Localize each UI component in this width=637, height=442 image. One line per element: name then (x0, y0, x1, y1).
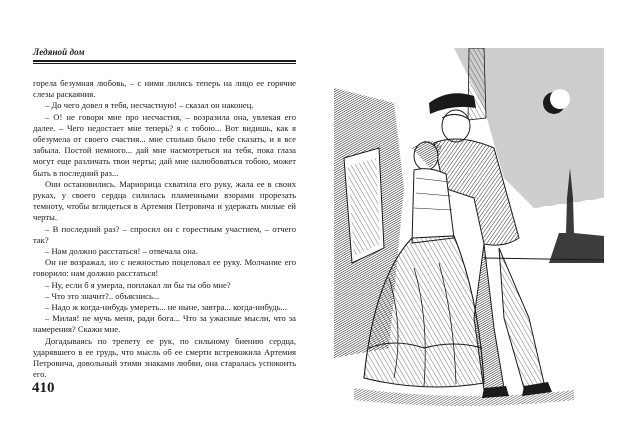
paragraph: – О! не говори мне про несчастия, – возразила она, увлекая его далее. – Чего недостает мне теперь? я с тобою... Вот видишь, как я обезумела от своего счастия... мне столько было тебе сказать, и я все забыла. Постой немного... дай мне насмотреться на тебя, пока глаза могут еще различать твои черты; дай мне налюбоваться тобою, может быть в последний раз... (33, 111, 296, 178)
paragraph: Догадываясь по трепету ее рук, по сильному биению сердца, ударявшего в ее грудь, что мысль об ее смерти встревожила Артемия Петровича, довольный этими знаками любви, она старалась успокоить его. (33, 335, 296, 380)
paragraph: – Ну, если б я умерла, поплакал ли бы ты обо мне? (45, 279, 231, 290)
header-rule-thick (33, 60, 296, 62)
engraving-illustration (334, 48, 604, 412)
left-page (0, 0, 318, 442)
page-number: 410 (32, 380, 55, 396)
body-text (33, 78, 296, 380)
paragraph: горела безумная любовь, – с ними лились теперь на лицо ее горячие слезы раскаяния. (33, 78, 296, 100)
paragraph: Он не возражал, но с нежностью поцеловал ее руку. Молчание его говорило: нам должно расстаться! (33, 257, 296, 279)
paragraph: – До чего довел я тебя, несчастную! – сказал он наконец. (45, 100, 254, 111)
paragraph: – В последний раз? – спросил он с горестным участием, – отчего так? (33, 223, 296, 245)
paragraph: – Нам должно расстаться! – отвечала она. (45, 246, 198, 257)
header-rule-thin (33, 63, 296, 64)
column (468, 48, 486, 120)
running-head: Ледяной дом (33, 47, 85, 57)
paragraph: – Надо ж когда-нибудь умереть... не ныне, завтра... когда-нибудь... (45, 302, 287, 313)
paragraph: – Милая! не мучь меня, ради бога... Что за ужасные мысли, что за намерения? Скажи мне. (33, 313, 296, 335)
paragraph: – Что это значит?.. объяснись... (45, 290, 160, 301)
paragraph: Они остановились. Мариорица схватила его руку, жала ее в своих руках, у своего сердца силилась пламенными взорами прорезать темноту, чтобы вглядеться в Артемия Петровича и удержать милые ей черты. (33, 178, 296, 223)
